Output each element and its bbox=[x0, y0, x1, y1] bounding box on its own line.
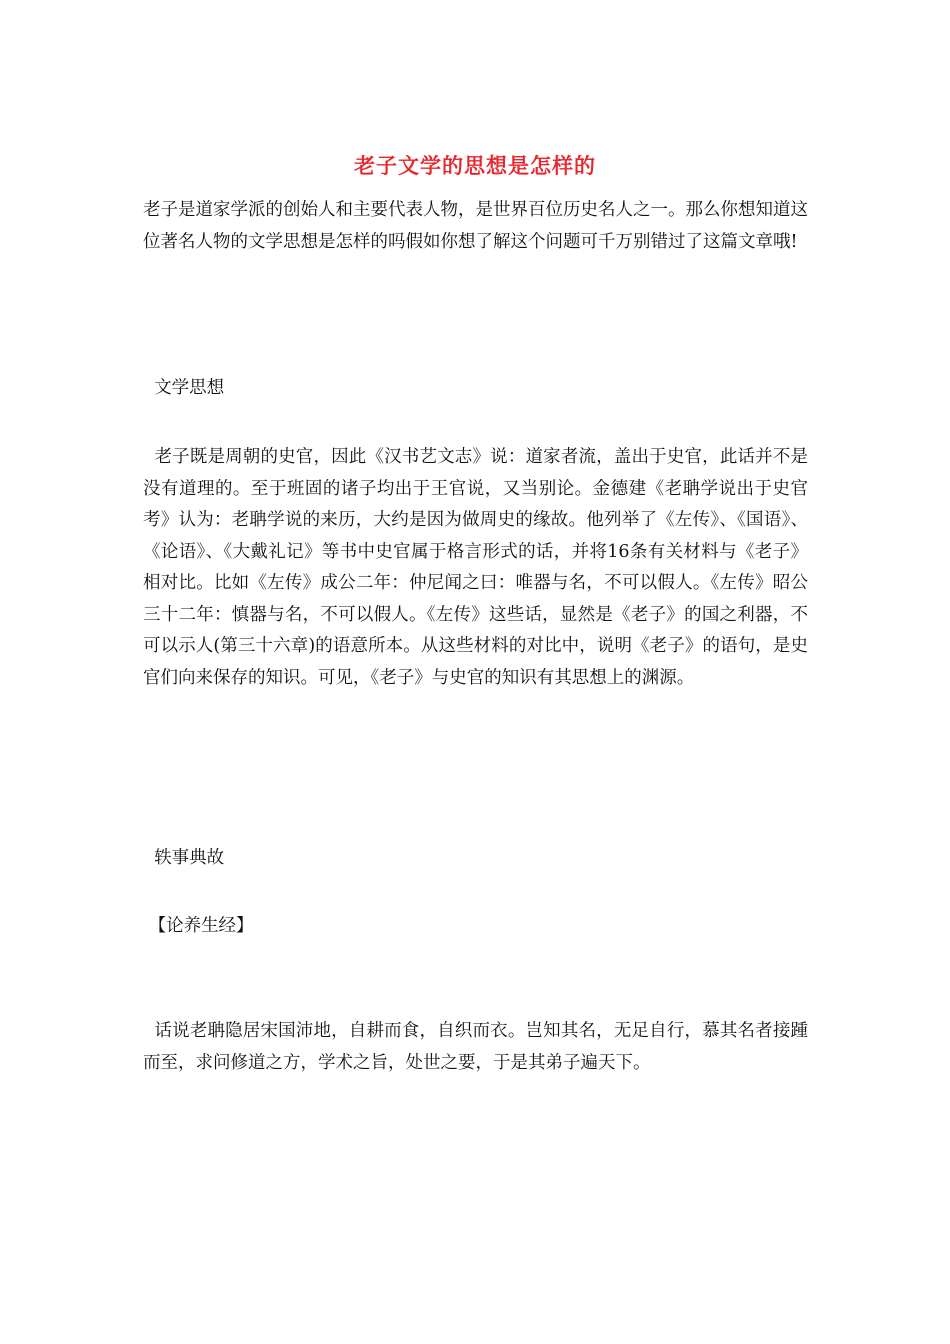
section-heading-anecdotes: 轶事典故 bbox=[143, 848, 225, 868]
literary-thought-paragraph: 老子既是周朝的史官，因此《汉书艺文志》说：道家者流，盖出于史官，此话并不是没有道理的。至于班固的诸子均出于王官说，又当别论。金德建《老聃学说出于史官考》认为：老聃学说的来历，大约是因为做周史的缘故。他列举了《左传》、《国语》、《论语》、《大戴礼记》等书中史官属于格言形式的话，并将16条有关材料与《老子》相对比。比如《左传》成公二年：仲尼闻之曰：唯器与名，不可以假人。《左传》昭公三十二年：慎器与名，不可以假人。《左传》这些话，显然是《老子》的国之利器，不可以示人(第三十六章)的语意所本。从这些材料的对比中，说明《老子》的语句，是史官们向来保存的知识。可见，《老子》与史官的知识有其思想上的渊源。 bbox=[143, 447, 808, 688]
document-title: 老子文学的思想是怎样的 bbox=[354, 153, 596, 178]
subheading-on-health-preservation: 【论养生经】 bbox=[143, 916, 254, 936]
intro-paragraph: 老子是道家学派的创始人和主要代表人物，是世界百位历史名人之一。那么你想知道这位著名人物的文学思想是怎样的吗假如你想了解这个问题可千万别错过了这篇文章哦! bbox=[143, 200, 808, 252]
anecdote-paragraph: 话说老聃隐居宋国沛地，自耕而食，自织而衣。岂知其名，无足自行，慕其名者接踵而至，求问修道之方，学术之旨，处世之要，于是其弟子遍天下。 bbox=[143, 1021, 808, 1073]
section-heading-literary-thought: 文学思想 bbox=[143, 378, 225, 398]
